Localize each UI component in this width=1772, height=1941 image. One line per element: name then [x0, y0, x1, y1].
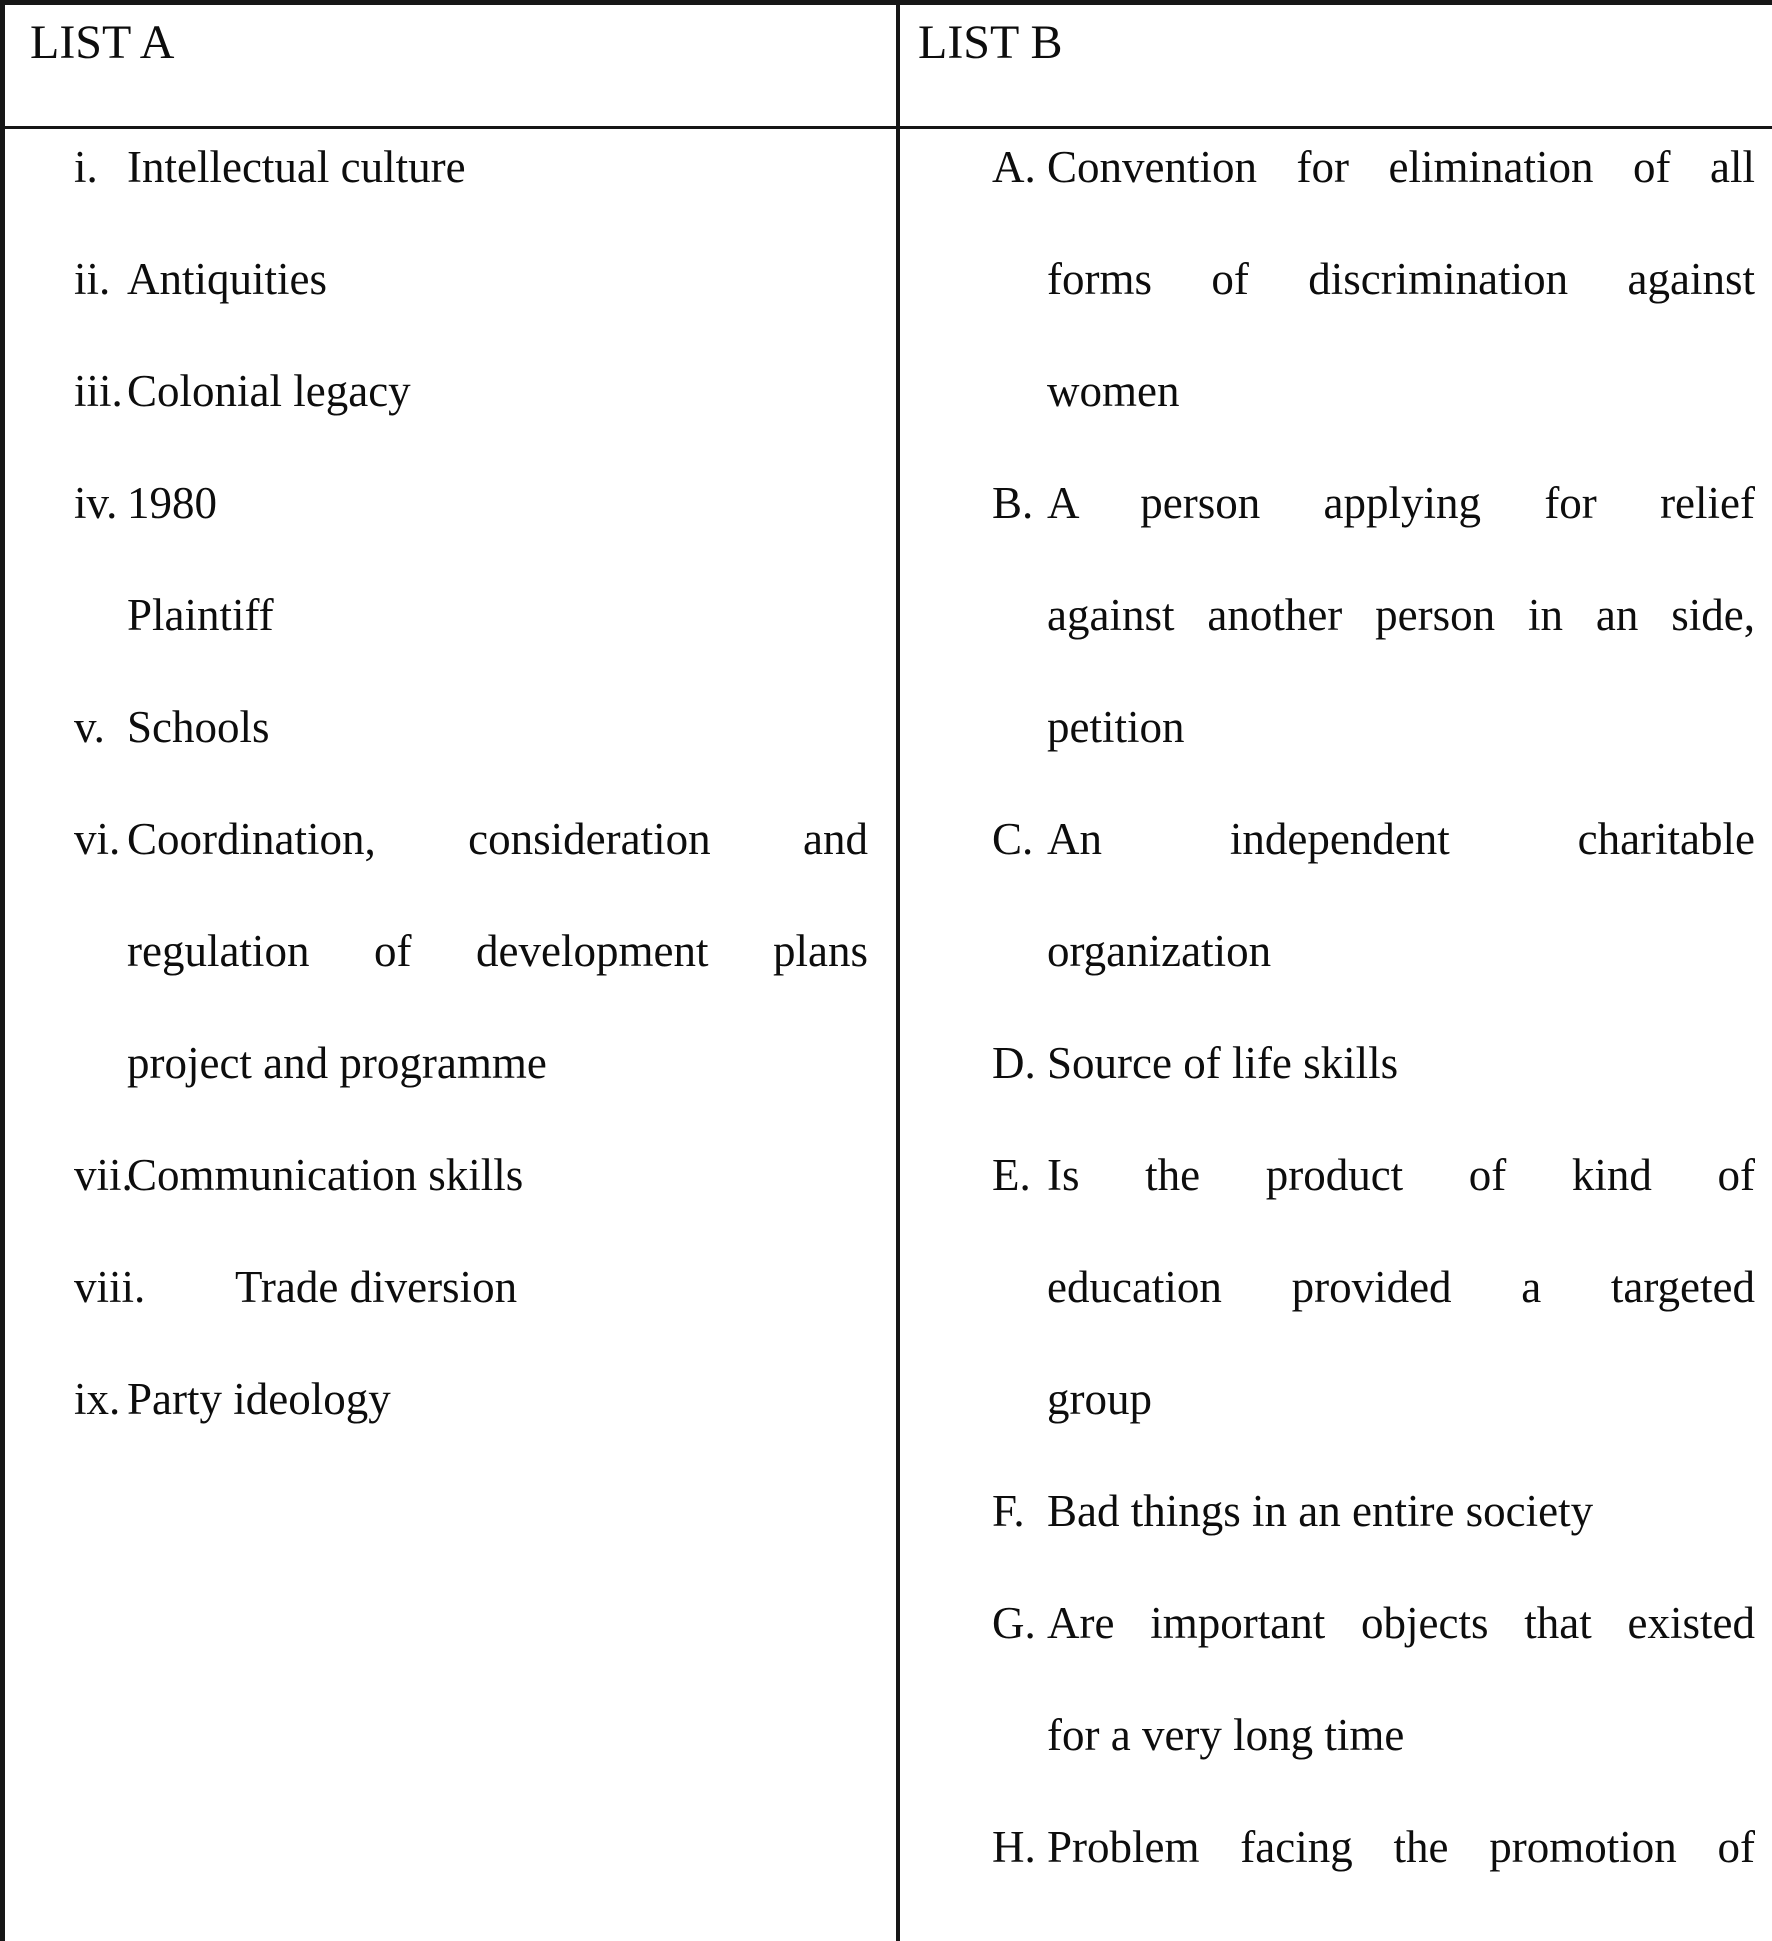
column-header-list-b: LIST B — [896, 5, 1772, 129]
item-line: Antiquities — [127, 254, 327, 304]
item-line: Is the product of kind of — [1047, 1150, 1755, 1200]
item-line: Communication skills — [127, 1150, 524, 1200]
list-item — [900, 129, 1772, 447]
item-marker: vii. — [74, 1150, 133, 1200]
item-line: Plaintiff — [127, 590, 274, 640]
item-text — [127, 671, 868, 783]
list-item — [5, 129, 896, 223]
list-item — [900, 1791, 1772, 1903]
item-text — [1047, 783, 1755, 1007]
item-line: Source of life skills — [1047, 1038, 1399, 1088]
list-b-column — [896, 129, 1772, 1941]
item-line: regulation of development plans — [127, 926, 868, 976]
item-line: A person applying for relief — [1047, 478, 1755, 528]
list-item — [5, 223, 896, 335]
list-item — [900, 783, 1772, 1007]
item-marker: iii. — [74, 366, 123, 416]
item-marker: viii. — [74, 1262, 146, 1312]
item-line: Colonial legacy — [127, 366, 411, 416]
item-line: petition — [1047, 702, 1185, 752]
item-line: Problem facing the promotion of — [1047, 1822, 1755, 1872]
item-text — [1047, 1119, 1755, 1455]
list-item — [5, 335, 896, 447]
item-marker: H. — [992, 1822, 1036, 1872]
item-text — [1047, 1455, 1755, 1567]
item-text — [1047, 129, 1755, 447]
item-text — [1047, 1791, 1755, 1903]
item-text — [127, 1343, 868, 1455]
list-a-column — [5, 129, 896, 1941]
item-text — [1047, 447, 1755, 783]
item-marker: iv. — [74, 478, 118, 528]
item-marker: G. — [992, 1598, 1036, 1648]
item-marker: E. — [992, 1150, 1031, 1200]
item-line: Trade diversion — [235, 1262, 518, 1312]
item-line: Bad things in an entire society — [1047, 1486, 1594, 1536]
list-item — [900, 447, 1772, 783]
list-item — [900, 1455, 1772, 1567]
column-header-list-a: LIST A — [5, 5, 896, 129]
item-marker: i. — [74, 142, 98, 192]
list-item — [5, 447, 896, 671]
item-text — [127, 129, 868, 223]
item-text — [235, 1231, 868, 1343]
item-text — [127, 335, 868, 447]
list-b-items — [900, 129, 1772, 1903]
item-marker: vi. — [74, 814, 121, 864]
list-item — [5, 783, 896, 1119]
item-text — [127, 447, 868, 671]
list-item — [5, 1343, 896, 1455]
list-item — [5, 671, 896, 783]
list-item — [900, 1119, 1772, 1455]
list-a-items — [5, 129, 896, 1455]
item-line: An independent charitable — [1047, 814, 1755, 864]
list-item — [900, 1567, 1772, 1791]
item-text — [127, 223, 868, 335]
list-item — [900, 1007, 1772, 1119]
item-line: group — [1047, 1374, 1152, 1424]
list-item — [5, 1119, 896, 1231]
item-line: Schools — [127, 702, 270, 752]
item-line: Convention for elimination of all — [1047, 142, 1755, 192]
item-line: forms of discrimination against — [1047, 254, 1755, 304]
item-marker: A. — [992, 142, 1036, 192]
item-line: Coordination, consideration and — [127, 814, 868, 864]
item-marker: ii. — [74, 254, 111, 304]
item-text — [1047, 1007, 1755, 1119]
item-line: women — [1047, 366, 1180, 416]
item-marker: ix. — [74, 1374, 121, 1424]
item-marker: D. — [992, 1038, 1036, 1088]
item-line: Intellectual culture — [127, 142, 466, 192]
item-line: against another person in an side, — [1047, 590, 1755, 640]
item-line: Are important objects that existed — [1047, 1598, 1755, 1648]
item-line: project and programme — [127, 1038, 547, 1088]
item-line: 1980 — [127, 478, 217, 528]
item-marker: v. — [74, 702, 105, 752]
item-text — [127, 1119, 868, 1231]
item-text — [127, 783, 868, 1119]
item-marker: F. — [992, 1486, 1025, 1536]
item-line: for a very long time — [1047, 1710, 1405, 1760]
item-marker: C. — [992, 814, 1034, 864]
list-item — [5, 1231, 896, 1343]
item-marker: B. — [992, 478, 1034, 528]
item-line: education provided a targeted — [1047, 1262, 1755, 1312]
item-text — [1047, 1567, 1755, 1791]
item-line: Party ideology — [127, 1374, 391, 1424]
item-line: organization — [1047, 926, 1272, 976]
